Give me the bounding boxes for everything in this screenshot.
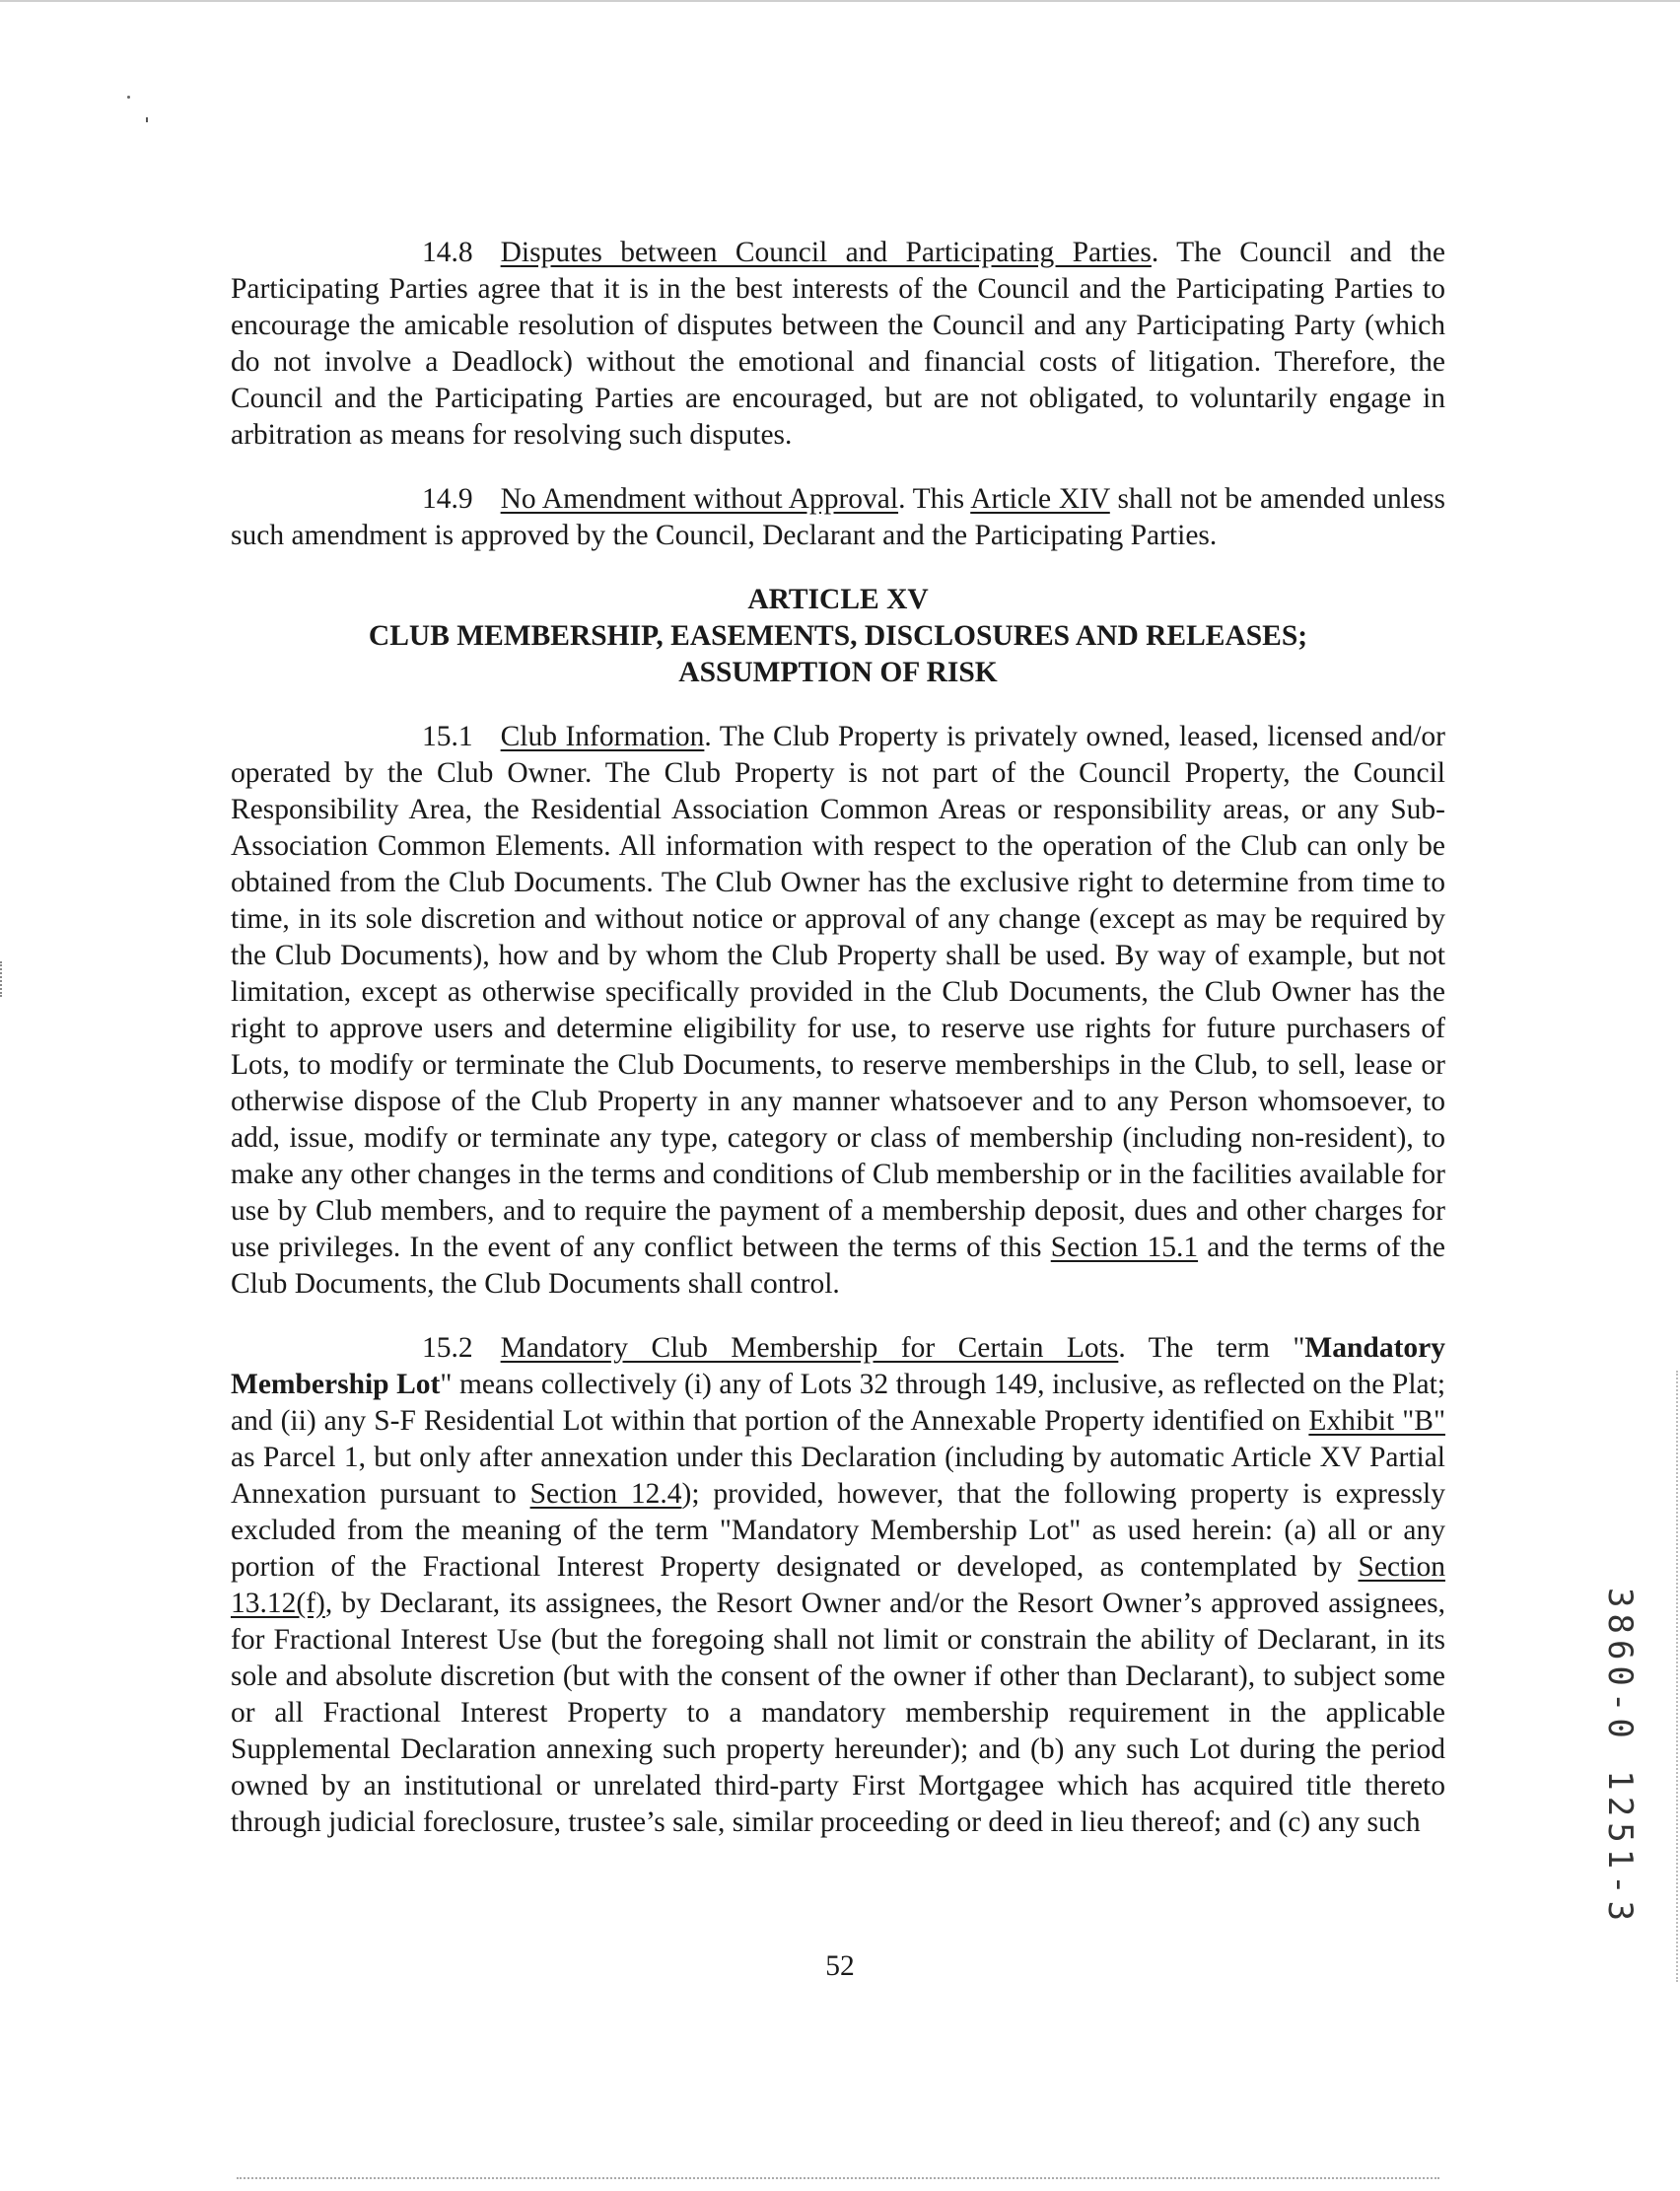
- scan-edge-bottom: [237, 2177, 1439, 2180]
- section-15-2: [231, 1330, 1445, 1841]
- article-title-line: ASSUMPTION OF RISK: [678, 657, 998, 688]
- section-heading: Disputes between Council and Participating Parties: [500, 237, 1152, 268]
- section-15-1: [231, 719, 1445, 1303]
- page-number: 52: [825, 1950, 855, 1982]
- section-heading: Club Information: [500, 721, 705, 752]
- section-number: 15.1: [422, 721, 473, 752]
- cross-reference: Exhibit "B": [1308, 1405, 1445, 1437]
- article-number: ARTICLE XV: [747, 584, 929, 615]
- section-number: 15.2: [422, 1332, 473, 1364]
- cross-reference: Section 13.12(f): [231, 1551, 1445, 1619]
- scan-speck: [146, 117, 148, 122]
- cross-reference: Section 12.4: [529, 1478, 682, 1510]
- section-heading: Mandatory Club Membership for Certain Lots: [500, 1332, 1119, 1364]
- article-title-line: CLUB MEMBERSHIP, EASEMENTS, DISCLOSURES AND RELEASES;: [368, 620, 1308, 652]
- document-body: [231, 235, 1445, 1869]
- article-heading: [231, 582, 1445, 691]
- section-text: " means collectively (i) any of Lots 32 through 149, inclusive, as reflected on the Plat; and (ii) any S-F Residential Lot within that portion of the Annexable Property identified on: [231, 1369, 1446, 1437]
- recording-stamp: [1600, 1588, 1644, 1928]
- section-text: ); provided, however, that the following property is expressly excluded from the meaning of the term "Mandatory Membership Lot" as used herein: (a) all or any portion of the Fractional Interest Property designated or developed, as contemplated by: [231, 1478, 1445, 1583]
- section-text: . The Club Property is privately owned, leased, licensed and/or operated by the Club Owner. The Club Property is not part of the Council Property, the Council Responsibility Area, the Residential Association Common Areas or responsibility areas, or any Sub-Association Common Elements. All information with respect to the operation of the Club can only be obtained from the Club Documents. The Club Owner has the exclusive right to determine from time to time, in its sole discretion and without notice or approval of any change (except as may be required by the Club Documents), how and by whom the Club Property shall be used. By way of example, but not limitation, except as otherwise specifically provided in the Club Documents, the Club Owner has the right to approve users and determine eligibility for use, to reserve use rights for future purchasers of Lots, to modify or terminate the Club Documents, to reserve memberships in the Club, to sell, lease or otherwise dispose of the Club Property in any manner whatsoever and to any Person whomsoever, to add, issue, modify or terminate any type, category or class of membership (including non-resident), to make any other changes in the terms and conditions of Club membership or in the facilities available for use by Club members, and to require the payment of a membership deposit, dues and other charges for use privileges. In the event of any conflict between the terms of this: [231, 721, 1445, 1263]
- section-text: shall not be amended unless such amendment is approved by the Council, Declarant and the Participating Parties.: [231, 483, 1445, 551]
- section-text: . This: [898, 483, 971, 515]
- section-text: as Parcel 1, but only after annexation under this Declaration (including by automatic Article XV Partial Annexation pursuant to: [231, 1442, 1445, 1510]
- section-heading: No Amendment without Approval: [500, 483, 899, 515]
- recording-number: 3860-0 1251-3: [1600, 1588, 1640, 1928]
- section-text: . The Council and the Participating Parties agree that it is in the best interests of the Council and the Participating Parties to encourage the amicable resolution of disputes between the Council and any Participating Party (which do not involve a Deadlock) without the emotional and financial costs of litigation. Therefore, the Council and the Participating Parties are encouraged, but are not obligated, to voluntarily engage in arbitration as means for resolving such disputes.: [231, 237, 1445, 451]
- section-text: , by Declarant, its assignees, the Resort Owner and/or the Resort Owner’s approved assignees, for Fractional Interest Use (but the foregoing shall not limit or constrain the ability of Declarant, in its sole and absolute discretion (but with the consent of the owner if other than Declarant), to subject some or all Fractional Interest Property to a mandatory membership requirement in the applicable Supplemental Declaration annexing such property hereunder); and (b) any such Lot during the period owned by an institutional or unrelated third-party First Mortgagee which has acquired title thereto through judicial foreclosure, trustee’s sale, similar proceeding or deed in lieu thereof; and (c) any such: [231, 1588, 1445, 1838]
- scan-edge-left: [0, 961, 5, 997]
- section-number: 14.8: [422, 237, 473, 268]
- section-14-9: [231, 481, 1445, 554]
- scan-speck: [127, 96, 130, 99]
- section-text: . The term ": [1118, 1332, 1305, 1364]
- section-text: and the terms of the Club Documents, the Club Documents shall control.: [231, 1232, 1445, 1300]
- scan-edge-top: [0, 0, 1680, 2]
- section-14-8: [231, 235, 1445, 454]
- cross-reference: Section 15.1: [1050, 1232, 1199, 1263]
- section-number: 14.9: [422, 483, 473, 515]
- cross-reference: Article XIV: [970, 483, 1110, 515]
- defined-term: Mandatory Membership Lot: [231, 1332, 1445, 1400]
- scan-edge-right: [1674, 1371, 1678, 1982]
